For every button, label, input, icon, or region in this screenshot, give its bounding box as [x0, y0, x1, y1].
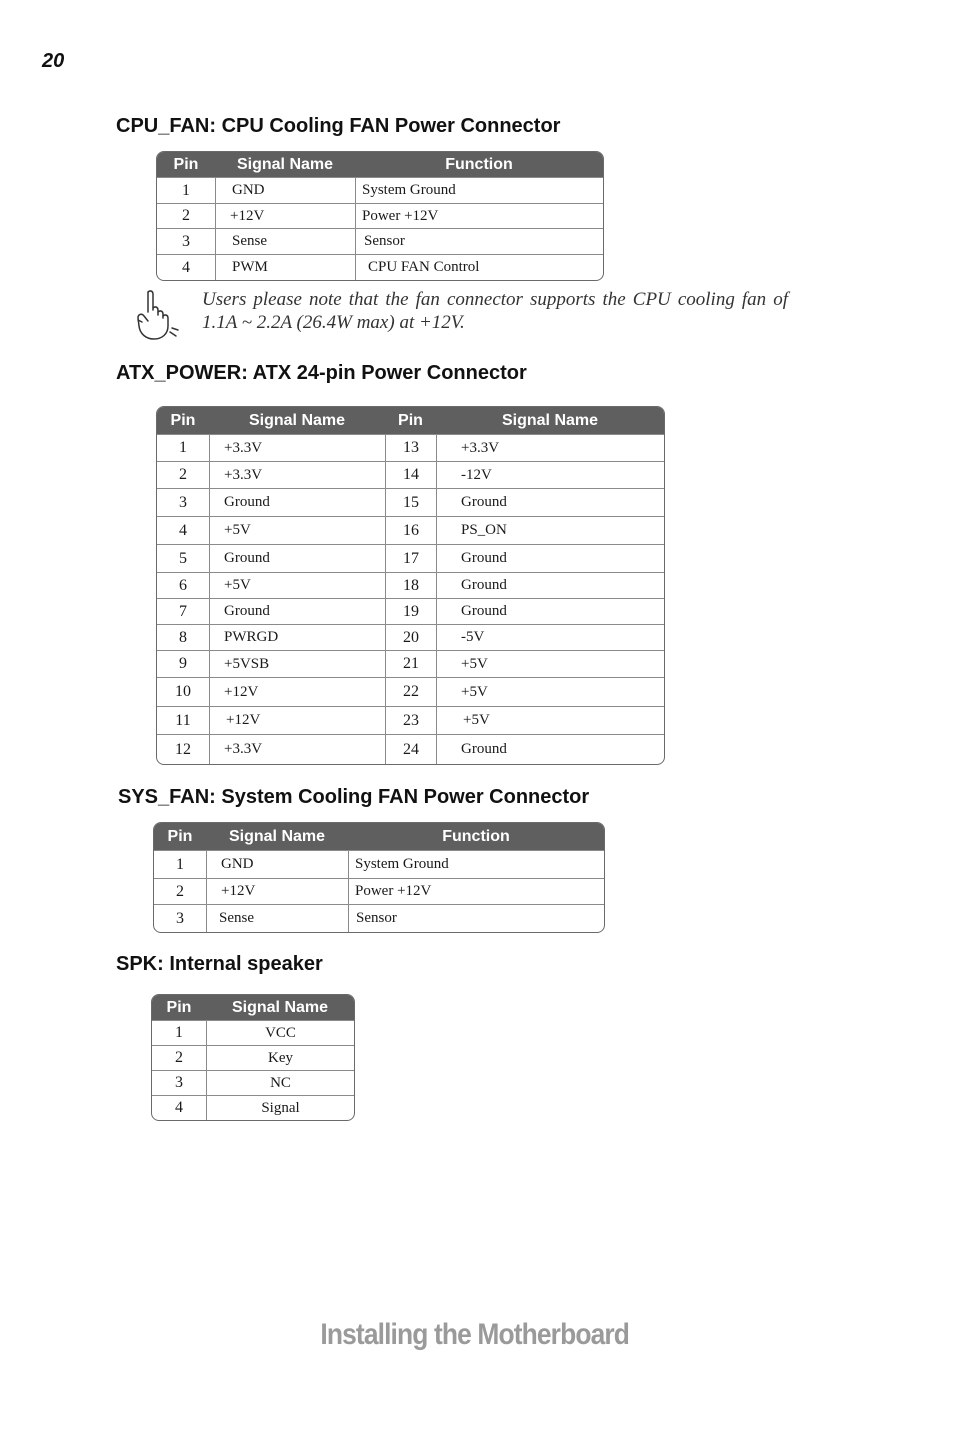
header-pin: Pin — [170, 411, 196, 429]
cell-pin: 2 — [179, 466, 187, 483]
cell-signal-name: Signal — [206, 1096, 354, 1120]
cell-pin: 4 — [175, 1099, 183, 1116]
cell-pin: 13 — [385, 435, 436, 461]
cell-function: Power +12V — [355, 204, 603, 228]
cell-signal-name: +5V — [209, 573, 385, 598]
header-signal-name: Signal Name — [228, 827, 326, 845]
table-row — [154, 904, 604, 932]
cell-signal-name: Sense — [215, 229, 355, 254]
cell-function: Sensor — [355, 229, 603, 254]
cell-pin: 6 — [179, 576, 187, 594]
cell-pin: 4 — [182, 258, 190, 276]
cell-pin: 8 — [179, 628, 187, 646]
cell-pin: 3 — [179, 493, 187, 511]
table-row — [157, 734, 664, 764]
cell-pin: 16 — [385, 517, 436, 544]
cell-signal-name: +5V — [209, 517, 385, 544]
footer-chapter-title: Installing the Motherboard — [320, 1318, 630, 1351]
table-row — [157, 228, 603, 254]
table-row — [154, 878, 604, 904]
cell-pin: 24 — [385, 735, 436, 764]
table-row — [157, 177, 603, 203]
cell-pin: 19 — [385, 599, 436, 624]
cell-pin: 10 — [175, 683, 191, 700]
table-row — [152, 1095, 354, 1120]
table-row — [157, 624, 664, 650]
cell-signal-name: Key — [206, 1046, 354, 1070]
table-header — [157, 152, 603, 177]
cell-pin: 5 — [179, 549, 187, 567]
table-header — [152, 995, 354, 1020]
cell-signal-name: Ground — [436, 599, 664, 624]
cell-signal-name: VCC — [206, 1021, 354, 1045]
header-pin: Pin — [167, 827, 193, 845]
table-row — [157, 572, 664, 598]
sys-fan-title: SYS_FAN: System Cooling FAN Power Connector — [118, 786, 590, 808]
cell-signal-name: +12V — [215, 204, 355, 228]
cell-signal-name: Sense — [206, 905, 348, 932]
cell-pin: 15 — [385, 489, 436, 516]
cell-signal-name: PWRGD — [209, 625, 385, 650]
table-row — [157, 434, 664, 461]
header-pin: Pin — [173, 155, 199, 173]
table-row — [152, 1045, 354, 1070]
cell-pin: 1 — [175, 1024, 183, 1041]
table-row — [152, 1020, 354, 1045]
cell-pin: 22 — [385, 678, 436, 706]
table-row — [157, 598, 664, 624]
cell-function: CPU FAN Control — [355, 255, 603, 280]
cell-pin: 12 — [175, 740, 191, 758]
cell-signal-name: Ground — [436, 545, 664, 572]
cell-signal-name: -12V — [436, 462, 664, 488]
cell-signal-name: PWM — [215, 255, 355, 280]
header-signal-name: Signal Name — [236, 155, 334, 173]
pointing-hand-icon — [134, 288, 182, 342]
cell-pin: 9 — [179, 655, 187, 672]
cell-pin: 14 — [385, 462, 436, 488]
sys-fan-table — [153, 822, 605, 933]
cell-function: System Ground — [355, 178, 603, 203]
table-row — [157, 677, 664, 706]
cell-pin: 1 — [176, 855, 184, 873]
cell-signal-name: Ground — [436, 489, 664, 516]
cell-pin: 3 — [176, 909, 184, 927]
header-signal-name: Signal Name — [248, 411, 346, 429]
cell-function: Power +12V — [348, 879, 604, 904]
cell-signal-name: NC — [206, 1071, 354, 1095]
atx-power-title: ATX_POWER: ATX 24-pin Power Connector — [116, 362, 527, 384]
cell-signal-name: PS_ON — [436, 517, 664, 544]
cell-pin: 2 — [176, 882, 184, 900]
note-text: Users please note that the fan connector supports the CPU cooling fan of 1.1A ~ 2.2A (26.4W max) at +12V. — [202, 289, 788, 333]
cell-pin: 1 — [179, 439, 187, 456]
cell-signal-name: +5V — [436, 678, 664, 706]
cell-signal-name: +12V — [206, 879, 348, 904]
cell-signal-name: GND — [215, 178, 355, 203]
cell-pin: 23 — [385, 707, 436, 734]
cell-signal-name: Ground — [436, 735, 664, 764]
cpu-fan-title: CPU_FAN: CPU Cooling FAN Power Connector — [116, 115, 561, 137]
cell-signal-name: +3.3V — [209, 462, 385, 488]
cell-signal-name: +5V — [436, 651, 664, 677]
table-row — [157, 203, 603, 228]
atx-power-table — [156, 406, 665, 765]
table-row — [157, 650, 664, 677]
table-row — [157, 706, 664, 734]
table-row — [157, 544, 664, 572]
header-function: Function — [442, 827, 510, 845]
note — [134, 288, 794, 342]
cell-pin: 21 — [385, 651, 436, 677]
cell-pin: 18 — [385, 573, 436, 598]
header-function: Function — [445, 155, 513, 173]
header-pin: Pin — [398, 411, 423, 429]
header-signal-name: Signal Name — [231, 998, 329, 1016]
cell-signal-name: +3.3V — [209, 735, 385, 764]
cpu-fan-table — [156, 151, 604, 281]
cell-signal-name: +12V — [209, 678, 385, 706]
table-row — [152, 1070, 354, 1095]
cell-pin: 11 — [175, 711, 191, 729]
table-row — [157, 488, 664, 516]
cell-signal-name: +12V — [209, 707, 385, 734]
cell-pin: 7 — [179, 602, 187, 620]
cell-pin: 3 — [175, 1074, 183, 1091]
cell-signal-name: Ground — [209, 599, 385, 624]
cell-pin: 3 — [182, 232, 190, 250]
table-row — [157, 516, 664, 544]
cell-signal-name: Ground — [436, 573, 664, 598]
cell-pin: 20 — [385, 625, 436, 650]
cell-pin: 2 — [182, 207, 190, 224]
cell-function: Sensor — [348, 905, 604, 932]
cell-pin: 4 — [179, 521, 187, 539]
page-number: 20 — [42, 50, 65, 72]
cell-pin: 1 — [182, 181, 190, 199]
table-row — [157, 461, 664, 488]
cell-pin: 2 — [175, 1049, 183, 1066]
cell-signal-name: Ground — [209, 545, 385, 572]
table-header — [154, 823, 604, 850]
header-signal-name: Signal Name — [501, 411, 599, 429]
spk-table — [151, 994, 355, 1121]
spk-title: SPK: Internal speaker — [116, 953, 323, 975]
cell-signal-name: +3.3V — [436, 435, 664, 461]
table-row — [154, 850, 604, 878]
table-row — [157, 254, 603, 280]
table-header — [157, 407, 664, 434]
cell-signal-name: GND — [206, 851, 348, 878]
cell-signal-name: Ground — [209, 489, 385, 516]
cell-pin: 17 — [385, 545, 436, 572]
header-pin: Pin — [166, 998, 192, 1016]
cell-signal-name: +5VSB — [209, 651, 385, 677]
cell-signal-name: +3.3V — [209, 435, 385, 461]
cell-signal-name: +5V — [436, 707, 664, 734]
cell-function: System Ground — [348, 851, 604, 878]
cell-signal-name: -5V — [436, 625, 664, 650]
